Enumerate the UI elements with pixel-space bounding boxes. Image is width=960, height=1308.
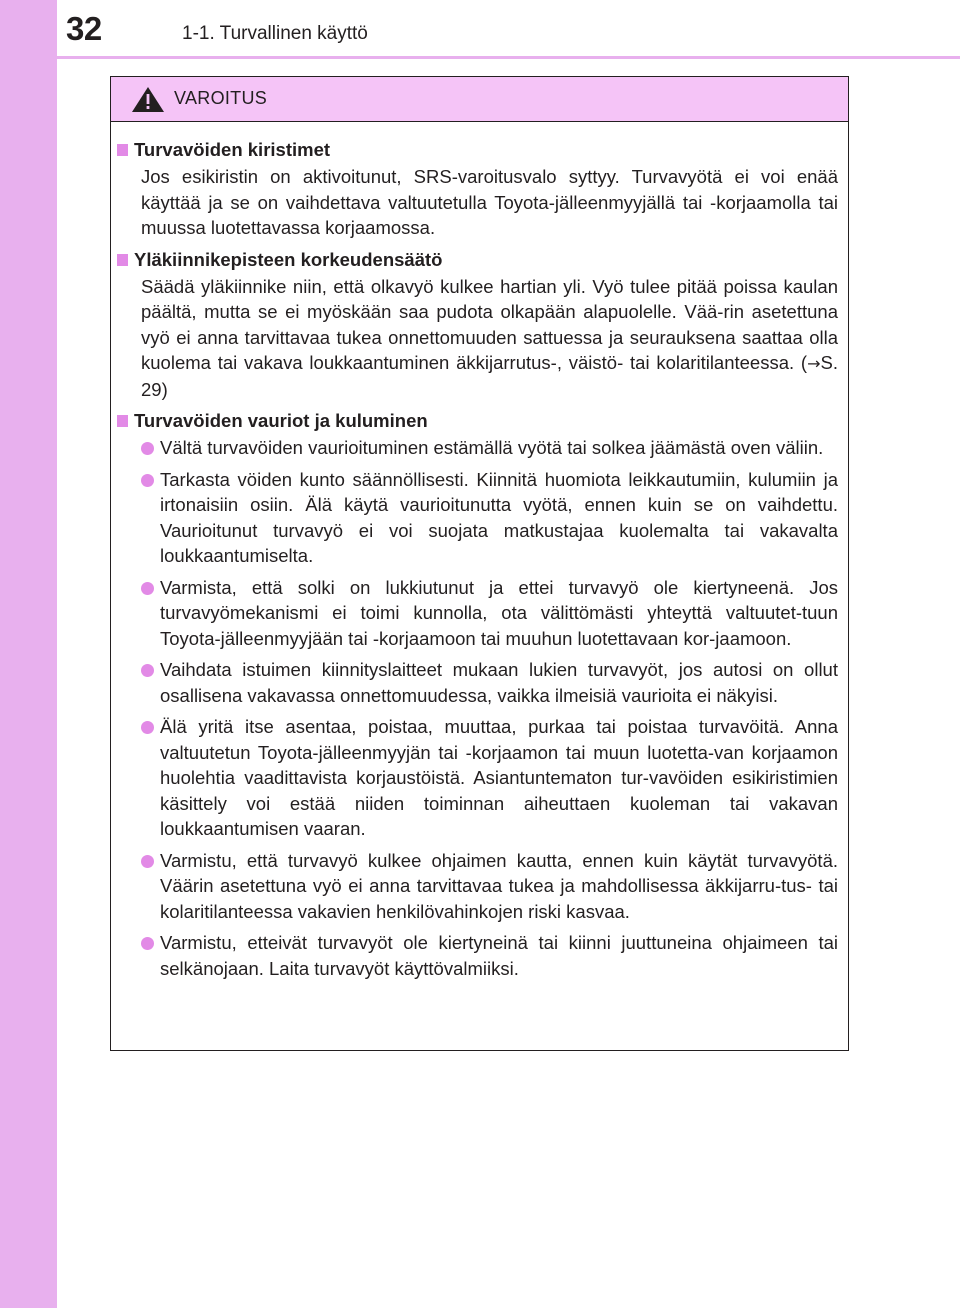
list-item [141,930,838,981]
section-heading: Turvavöiden kiristimet [134,139,331,160]
list-item-text: Vältä turvavöiden vaurioituminen estämällä vyötä tai solkea jäämästä oven väliin. [160,437,824,458]
page-reference: S. 29) [141,352,838,400]
list-item-text: Vaihdata istuimen kiinnityslaitteet mukaan lukien turvavyöt, jos autosi on ollut osallisena vakavassa onnettomuudessa, vaikka ilmeisiä vaurioita ei näkyisi. [160,659,838,706]
circle-bullet-icon [141,442,154,455]
section-heading: Turvavöiden vauriot ja kuluminen [134,410,428,431]
section-tensioners [117,137,838,241]
list-item [141,848,838,925]
list-item [141,657,838,708]
side-color-band [0,0,57,1308]
square-bullet-icon [117,144,128,156]
square-bullet-icon [117,415,128,427]
list-item-text: Varmistu, etteivät turvavyöt ole kiertyneinä tai kiinni juuttuneina ohjaimeen tai selkänojaan. Laita turvavyöt käyttövalmiiksi. [160,932,838,979]
paragraph-text: Säädä yläkiinnike niin, että olkavyö kulkee hartian yli. Vyö tulee pitää poissa kaulan päältä, mutta se ei myöskään saa pudota olkapään alapuolelle. Vää-rin asetettuna vyö ei anna tarvittavaa tukea onnettomuuden sattuessa ja seurauksena saattaa olla kuolema tai vakava loukkaantuminen äkkijarrutus-, väistö- tai kolaritilanteessa. ( [141,275,838,373]
circle-bullet-icon [141,582,154,595]
list-item [141,575,838,652]
section-head [117,137,838,164]
warning-header [111,77,848,122]
circle-bullet-icon [141,855,154,868]
section-paragraph: Jos esikiristin on aktivoitunut, SRS-varoitusvalo syttyy. Turvavyötä ei voi enää käyttää ja se on vaihdettava valtuutetulla Toyota-jälleenmyyjällä tai -korjaamolla tai muussa luotettavassa korjaamossa. [141,166,838,238]
list-item [141,435,838,461]
list-item-text: Älä yritä itse asentaa, poistaa, muuttaa, purkaa tai poistaa turvavöitä. Anna valtuutetun Toyota-jälleenmyyjän tai -korjaamon tai muun luotetta-van korjaamon huolehtia vaadittavista korjaustöistä. Asiantuntematon tur-vavöiden esikiristimien käsittely voi estää niiden toiminnan aiheuttaen kuoleman tai vakavan loukkaantumisen vaaran. [160,716,838,839]
header-divider [57,56,960,59]
list-item-text: Varmista, että solki on lukkiutunut ja ettei turvavyö ole kiertyneenä. Jos turvavyömekanismi ei toimi kunnolla, ota välittömästi yhteyttä valtuutet-tuun Toyota-jälleenmyyjään tai -korjaamoon tai muuhun luotettavaan kor-jaamoon. [160,576,838,649]
list-item-text: Varmistu, että turvavyö kulkee ohjaimen kautta, ennen kuin käytät turvavyötä. Väärin asetettuna vyö ei anna tarvittavaa tukea ja mahdollisessa äkkijarru-tus- tai kolaritilanteessa vakavien henkilövahinkojen riski kasvaa. [160,849,838,922]
chapter-section-title: 1-1. Turvallinen käyttö [182,23,368,44]
section-height-adjuster [117,247,838,403]
section-paragraph [141,274,838,403]
section-heading: Yläkiinnikepisteen korkeudensäätö [134,248,443,270]
list-item [141,467,838,569]
section-head [117,408,838,435]
square-bullet-icon [117,254,128,266]
warning-box [110,76,849,1051]
warning-title: VAROITUS [174,88,268,108]
circle-bullet-icon [141,664,154,677]
section-damage-wear [117,408,838,981]
list-item-text: Tarkasta vöiden kunto säännöllisesti. Kiinnitä huomiota leikkautumiin, kulumiin ja irtonaisiin osiin. Älä käytä vaurioitunutta vyötä, ennen kuin se on vaihdettu. Vaurioitunut turvavyö ei voi suojata matkustajaa kuolemalta tai vakavalta loukkaantumiselta. [160,468,838,566]
warning-body [111,122,848,981]
section-head [117,247,838,274]
page-number: 32 [66,10,102,47]
list-item [141,714,838,842]
warning-triangle-icon [131,86,165,113]
circle-bullet-icon [141,474,154,487]
page-reference-arrow-icon: → [807,354,821,373]
circle-bullet-icon [141,721,154,734]
circle-bullet-icon [141,937,154,950]
